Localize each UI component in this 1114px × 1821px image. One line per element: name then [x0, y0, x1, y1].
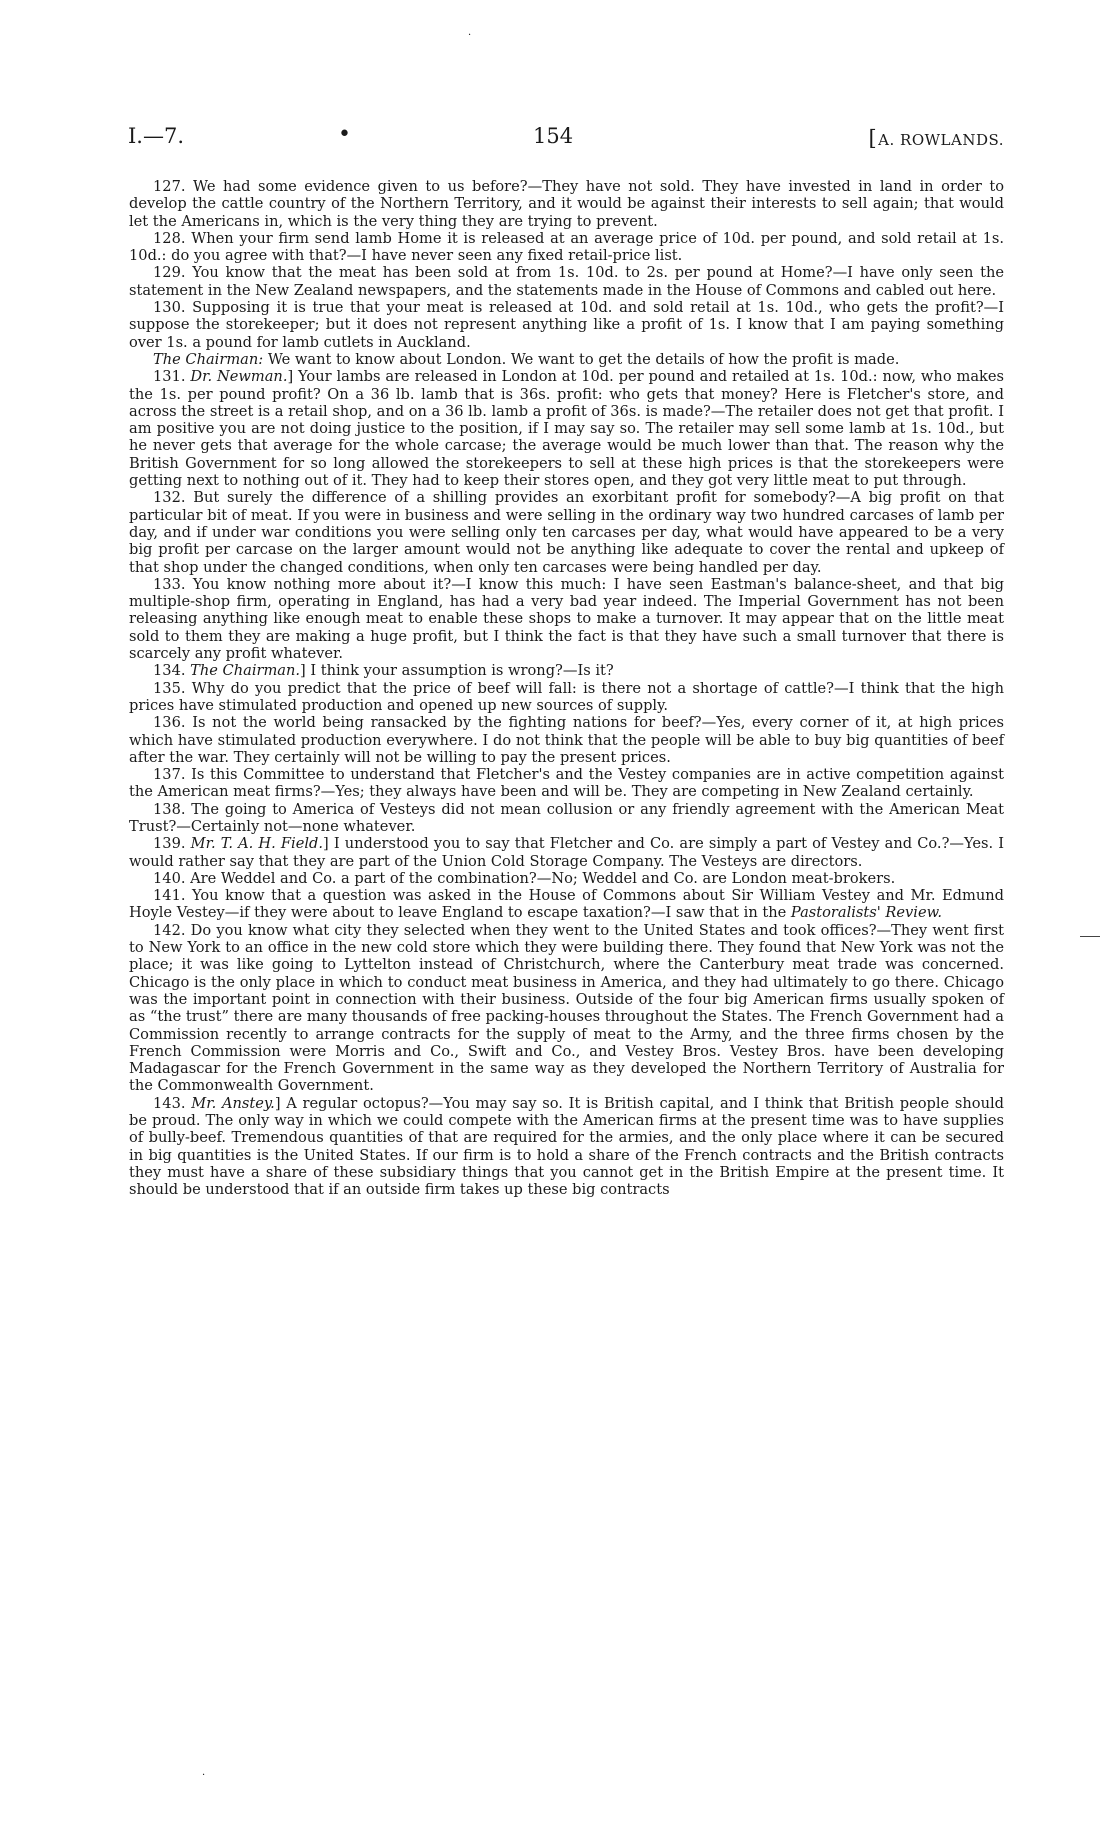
speaker-name: Pastoralists' Review.	[790, 904, 942, 922]
speaker-name: Mr. T. A. H. Field.	[190, 835, 323, 853]
paragraph	[129, 766, 1004, 801]
paragraph-text: 141. You know that a question was asked in the House of Commons about Sir William Vestey and Mr. Edmund Hoyle Vestey—if they were about to leave England to escape taxation?—I saw that in the	[129, 887, 1004, 922]
paragraph-text: ] I understood you to say that Fletcher and Co. are simply a part of Vestey and Co.?—Yes. I would rather say that they are part of the Union Cold Storage Company. The Vesteys are directors.	[129, 835, 1005, 870]
page-number: 154	[533, 124, 574, 148]
paragraph-text: 130. Supposing it is true that your meat is released at 10d. and sold retail at 1s. 10d., who gets the profit?—I suppose the storekeeper; but it does not represent anything like a profit of 1s. I know that I am paying something over 1s. a pound for lamb cutlets in Auckland.	[129, 299, 1004, 351]
paragraph	[129, 299, 1004, 351]
paragraph	[129, 351, 1004, 368]
paragraph	[129, 264, 1004, 299]
speaker-name: Dr. Newman.	[190, 368, 288, 386]
paragraph	[129, 662, 1004, 679]
paragraph-text: 135. Why do you predict that the price of beef will fall: is there not a shortage of cattle?—I think that the high prices have stimulated production and opened up new sources of supply.	[129, 679, 1004, 714]
paragraph-text: 131.	[153, 368, 191, 386]
paragraph-text: 133. You know nothing more about it?—I know this much: I have seen Eastman's balance-sheet, and that big multiple-shop firm, operating in England, has had a very bad year indeed. The Imperial Government has not been releasing anything like enough meat to enable these shops to make a turnover. It may appear that on the little meat sold to them they are making a huge profit, but I think the fact is that they have such a small turnover that there is scarcely any profit whatever.	[129, 575, 1004, 663]
paragraph-text: 137. Is this Committee to understand that Fletcher's and the Vestey companies are in active competition against the American meat firms?—Yes; they always have been and will be. They are competing in New Zealand certainly.	[129, 766, 1004, 801]
paragraph	[129, 576, 1004, 662]
paragraph	[129, 178, 1004, 230]
paragraph-text: ] I think your assumption is wrong?—Is it?	[300, 662, 614, 680]
paragraph-text: ] Your lambs are released in London at 10d. per pound and retailed at 1s. 10d.: now, who makes the 1s. per pound profit? On a 36 lb. lamb that is 36s. profit: who gets that money? Here is Fletcher's store, and across the street is a retail shop, and on a 36 lb. lamb a profit of 36s. is made?—The retailer does not get that profit. I am positive you are not doing justice to the position, if I may say so. The retailer may sell some lamb at 1s. 10d., but he never gets that average for the whole carcase; the average would be much lower than that. The reason why the British Government for so long allowed the storekeepers to sell at these high prices is that the storekeepers were getting next to nothing out of it. They had to keep their stores open, and they got very little meat to put through.	[129, 368, 1004, 490]
paragraph-text: 136. Is not the world being ransacked by the fighting nations for beef?—Yes, every corner of it, at high prices which have stimulated production everywhere. I do not think that the people will be able to buy big quantities of beef after the war. They certainly will not be willing to pay the present prices.	[129, 714, 1004, 766]
paragraph-text: 138. The going to America of Vesteys did not mean collusion or any friendly agreement with the American Meat Trust?—Certainly not—none whatever.	[129, 800, 1004, 835]
paragraph	[129, 887, 1004, 922]
paragraph	[129, 680, 1004, 715]
paragraph-text: 142. Do you know what city they selected when they went to the United States and took offices?—They went first to New York to an office in the new cold store which they were building there. They found that New York was not the place; it was like going to Lyttelton instead of Christchurch, where the Canterbury meat trade was concerned. Chicago is the only place in which to conduct meat business in America, and they had ultimately to go there. Chicago was the important point in connection with their business. Outside of the four big American firms usually spoken of as “the trust” there are many thousands of free packing-houses throughout the States. The French Government had a Commission recently to arrange contracts for the supply of meat to the Army, and the three firms chosen by the French Commission were Morris and Co., Swift and Co., and Vestey Bros. Vestey Bros. have been developing Madagascar for the French Government in the same way as they developed the Northern Territory of Australia for the Commonwealth Government.	[129, 921, 1004, 1095]
report-code: I.—7.	[128, 124, 185, 148]
paragraph	[129, 368, 1004, 489]
margin-mark	[1080, 936, 1100, 937]
witness-bracket: [	[868, 126, 878, 150]
bullet-mark: •	[338, 122, 351, 147]
speaker-name: Mr. Anstey.	[191, 1094, 275, 1112]
paragraph-text: ] A regular octopus?—You may say so. It is British capital, and I think that British people should be proud. The only way in which we could compete with the American firms at the present time was to have supplies of bully-beef. Tremendous quantities of that are required for the armies, and the only place where it can be secured in big quantities is the United States. If our firm is to hold a share of the French contracts and the British contracts they must have a share of these subsidiary things that you cannot get in the British Empire at the present time. It should be understood that if an outside firm takes up these big contracts	[129, 1094, 1004, 1199]
paragraph-text: We want to know about London. We want to get the details of how the profit is made.	[263, 350, 900, 368]
paragraph-text: 134.	[153, 662, 191, 680]
paragraph-text: 140. Are Weddel and Co. a part of the combination?—No; Weddel and Co. are London meat-brokers.	[153, 869, 896, 887]
witness-name	[868, 126, 1004, 150]
speaker-name: The Chairman:	[153, 350, 264, 368]
speaker-name: The Chairman.	[190, 662, 301, 680]
paragraph	[129, 922, 1004, 1095]
paragraph	[129, 835, 1004, 870]
paragraph	[129, 230, 1004, 265]
paragraph	[129, 870, 1004, 887]
paragraph-text: 132. But surely the difference of a shilling provides an exorbitant profit for somebody?—A big profit on that particular bit of meat. If you were in business and were selling in the ordinary way two hundred carcases of lamb per day, and if under war conditions you were selling only ten carcases per day, what would have appeared to be a very big profit per carcase on the larger amount would not be anything like adequate to cover the rental and upkeep of that shop under the changed conditions, when only ten carcases were being handled per day.	[129, 489, 1004, 576]
paragraph-text: 143.	[153, 1094, 192, 1112]
paragraph	[129, 714, 1004, 766]
witness-label: A. ROWLANDS.	[878, 131, 1004, 149]
paragraph	[129, 801, 1004, 836]
paragraph-text: 139.	[153, 835, 191, 853]
paragraph	[129, 489, 1004, 575]
paragraph	[129, 1095, 1004, 1199]
page-header	[128, 124, 1004, 154]
scan-speck-bottom: ·	[202, 1770, 206, 1781]
paragraph-text: 127. We had some evidence given to us before?—They have not sold. They have invested in land in order to develop the cattle country of the Northern Territory, and it would be against their interests to sell again; that would let the Americans in, which is the very thing they are trying to prevent.	[129, 178, 1004, 230]
paragraph-text: 129. You know that the meat has been sold at from 1s. 10d. to 2s. per pound at Home?—I have only seen the statement in the New Zealand newspapers, and the statements made in the House of Commons and cabled out here.	[129, 264, 1004, 299]
paragraph-text: 128. When your firm send lamb Home it is released at an average price of 10d. per pound, and sold retail at 1s. 10d.: do you agree with that?—I have never seen any fixed retail-price list.	[129, 229, 1004, 265]
scan-speck: ·	[468, 30, 472, 41]
evidence-text	[129, 178, 1004, 1199]
